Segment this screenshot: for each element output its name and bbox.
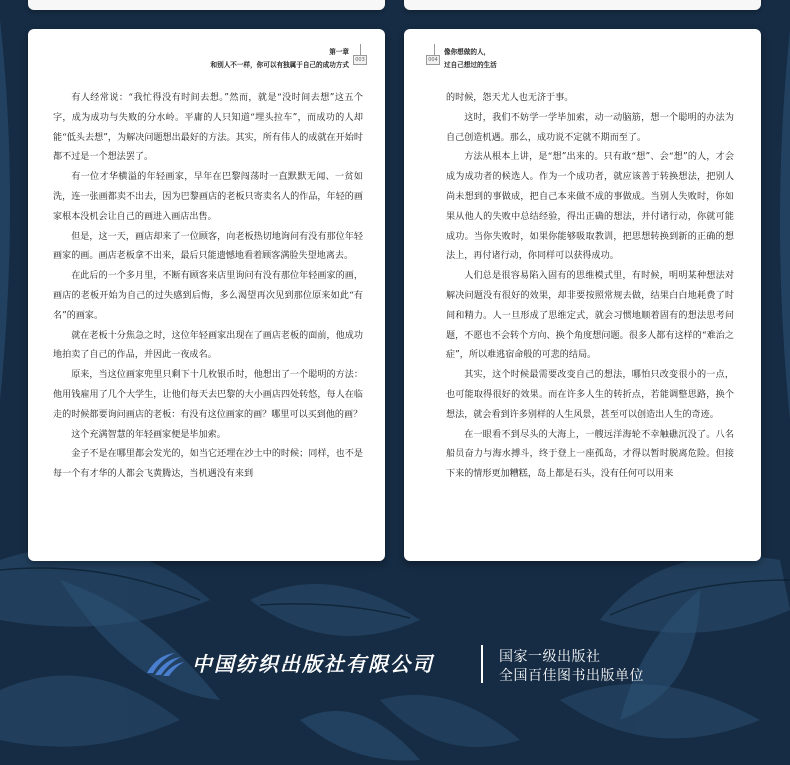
paragraph: 原来，当这位画家兜里只剩下十几枚银币时，他想出了一个聪明的方法：他用钱雇用了几个大学生，让他们每天去巴黎的大小画店四处转悠，每人在临走的时候都要询问画店的老板：有没有这位画家的画？哪里可以买到他的画？ (53, 370, 363, 420)
running-title-line1: 像你想做的人， (444, 48, 491, 56)
paragraph: 在一眼看不到尽头的大海上，一艘远洋海轮不幸触礁沉没了。八名船员奋力与海水搏斗，终于登上一座孤岛，才得以暂时脱离危险。但接下来的情形更加糟糕，岛上都是石头，没有任何可以用来 (446, 429, 734, 480)
paragraph: 其实，这个时候最需要改变自己的想法，哪怕只改变很小的一点，也可能取得很好的效果。而在许多人生的转折点，若能调整思路，换个想法，就会看到许多别样的人生风景，甚至可以创造出人生的奇迹。 (446, 370, 734, 420)
paragraph: 有一位才华横溢的年轻画家，早年在巴黎闯荡时一直默默无闻、一贫如洗，连一张画都卖不出去，因为巴黎画店的老板只寄卖名人的作品，年轻的画家根本没机会让自己的画进入画店出售。 (53, 172, 363, 222)
page-number: 004 (426, 55, 440, 65)
chapter-header (211, 46, 349, 72)
paragraph: 人们总是很容易陷入固有的思维模式里，有时候，明明某种想法对解决问题没有很好的效果，却非要按照常规去做，结果白白地耗费了时间和精力。人一旦形成了思维定式，就会习惯地顺着固有的想法思考问题，不愿也不会转个方向、换个角度想问题。很多人都有这样的“难治之症”，所以难逃宿命般的可悲的结局。 (446, 271, 734, 361)
previous-page-edge-right (404, 0, 761, 10)
paragraph: 有人经常说：“我忙得没有时间去想。”然而，就是“没时间去想”这五个字，成为成功与失败的分水岭。平庸的人只知道“埋头拉车”，而成功的人却能“低头去想”，为解决问题想出最好的方法。其实，所有伟人的成就在开始时都不过是一个想法罢了。 (53, 93, 363, 163)
paragraph: 就在老板十分焦急之时，这位年轻画家出现在了画店老板的面前，他成功地拍卖了自己的作品，并因此一夜成名。 (53, 330, 363, 361)
chapter-number: 第一章 (329, 48, 349, 56)
publisher-tagline-1: 国家一级出版社 (499, 649, 601, 665)
book-page-left (28, 29, 385, 561)
book-page-right (404, 29, 761, 561)
paragraph: 方法从根本上讲，是“想”出来的。只有敢“想”、会“想”的人，才会成为成功者的候选人。作为一个成功者，就应该善于转换想法，把别人尚未想到的事做成，把自己本来做不成的事做成。当别人失败时，你如果从他人的失败中总结经验，得出正确的想法，并付诸行动，你就可能成功。当你失败时，如果你能够吸取教训，把思想转换到新的正确的想法上，再付诸行动，你同样可以获得成功。 (446, 152, 734, 262)
paragraph: 金子不是在哪里都会发光的，如当它还埋在沙土中的时候；同样，也不是每一个有才华的人都会飞黄腾达，当机遇没有来到 (53, 449, 363, 480)
chapter-header (444, 46, 497, 72)
paragraph: 这时，我们不妨学一学毕加索，动一动脑筋，想一个聪明的办法为自己创造机遇。那么，成功说不定就不期而至了。 (446, 112, 734, 143)
publisher-name: 中国纺织出版社有限公司 (192, 652, 434, 676)
paragraph: 在此后的一个多月里，不断有顾客来店里询问有没有那位年轻画家的画，画店的老板开始为自己的过失感到后悔，多么渴望再次见到那位原来如此“有名”的画家。 (53, 271, 363, 321)
paragraph: 但是，这一天，画店却来了一位顾客，向老板热切地询问有没有那位年轻画家的画。画店老板拿不出来，最后只能遗憾地看着顾客满脸失望地离去。 (53, 231, 363, 262)
page-body-text (53, 89, 363, 485)
publisher-logo-icon (145, 651, 185, 677)
running-title-line2: 过自己想过的生活 (444, 61, 497, 69)
page-number: 003 (353, 55, 367, 65)
page-body-text (446, 89, 734, 485)
chapter-title: 和别人不一样，你可以有独属于自己的成功方式 (210, 61, 349, 69)
previous-page-edge-left (28, 0, 385, 10)
publisher-tagline-2: 全国百佳图书出版单位 (499, 668, 644, 684)
footer-divider (481, 645, 483, 683)
paragraph: 这个充满智慧的年轻画家便是毕加索。 (71, 429, 226, 440)
paragraph: 的时候，怨天尤人也无济于事。 (446, 93, 574, 103)
